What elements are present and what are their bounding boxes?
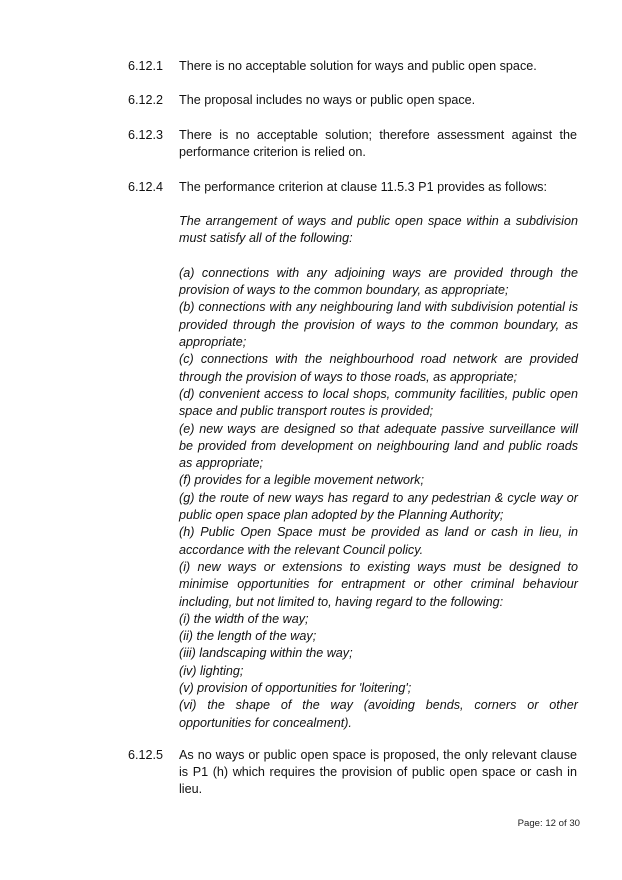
- quote-item-h: (h) Public Open Space must be provided as land or cash in lieu, in accordance with the relevant Council policy.: [179, 525, 578, 557]
- quote-subitem-v: (v) provision of opportunities for 'loitering';: [179, 681, 412, 696]
- quote-subitem-iii: (iii) landscaping within the way;: [179, 646, 353, 661]
- quote-item-c: (c) connections with the neighbourhood road network are provided through the provision of ways to those roads, as appropriate;: [179, 352, 578, 384]
- paragraph-text: The proposal includes no ways or public open space.: [179, 93, 476, 107]
- quote-subitem-i: (i) the width of the way;: [179, 611, 309, 626]
- paragraph-number: 6.12.3: [128, 128, 164, 142]
- paragraph-text: The performance criterion at clause 11.5.3 P1 provides as follows:: [179, 180, 547, 194]
- quote-item-f: (f) provides for a legible movement network;: [179, 473, 424, 488]
- paragraph-text: There is no acceptable solution for ways and public open space.: [179, 59, 537, 73]
- quote-item-e: (e) new ways are designed so that adequate passive surveillance will be provided from development on neighbouring land and public roads as appropriate;: [179, 421, 578, 471]
- paragraph-text: There is no acceptable solution; therefore assessment against the performance criterion is relied on.: [179, 128, 577, 160]
- paragraph-number: 6.12.1: [128, 59, 164, 73]
- paragraph-number: 6.12.4: [128, 180, 164, 194]
- quote-item-g: (g) the route of new ways has regard to any pedestrian & cycle way or public open space plan adopted by the Planning Authority;: [179, 490, 578, 523]
- quote-subitem-iv: (iv) lighting;: [179, 663, 244, 678]
- quote-subitem-ii: (ii) the length of the way;: [179, 629, 317, 644]
- quote-intro: The arrangement of ways and public open space within a subdivision must satisfy all of the following:: [179, 214, 578, 246]
- quote-item-d: (d) convenient access to local shops, community facilities, public open space and public transport routes is provided;: [179, 386, 578, 419]
- paragraph-number: 6.12.5: [128, 748, 164, 762]
- quote-item-b: (b) connections with any neighbouring land with subdivision potential is provided through the provision of ways to the common boundary, as appropriate;: [179, 300, 578, 350]
- quote-spacer: [179, 248, 578, 265]
- quote-subitem-vi: (vi) the shape of the way (avoiding bends, corners or other opportunities for concealment).: [179, 698, 578, 730]
- quote-item-i: (i) new ways or extensions to existing ways must be designed to minimise opportunities for entrapment or other criminal behaviour including, but not limited to, having regard to the following:: [179, 559, 578, 609]
- quoted-performance-criterion: [179, 213, 578, 732]
- paragraph-text: As no ways or public open space is proposed, the only relevant clause is P1 (h) which requires the provision of public open space or cash in lieu.: [179, 748, 577, 797]
- quote-item-a: (a) connections with any adjoining ways are provided through the provision of ways to the common boundary, as appropriate;: [179, 265, 578, 298]
- paragraph-number: 6.12.2: [128, 93, 164, 107]
- page-number: Page: 12 of 30: [517, 818, 580, 829]
